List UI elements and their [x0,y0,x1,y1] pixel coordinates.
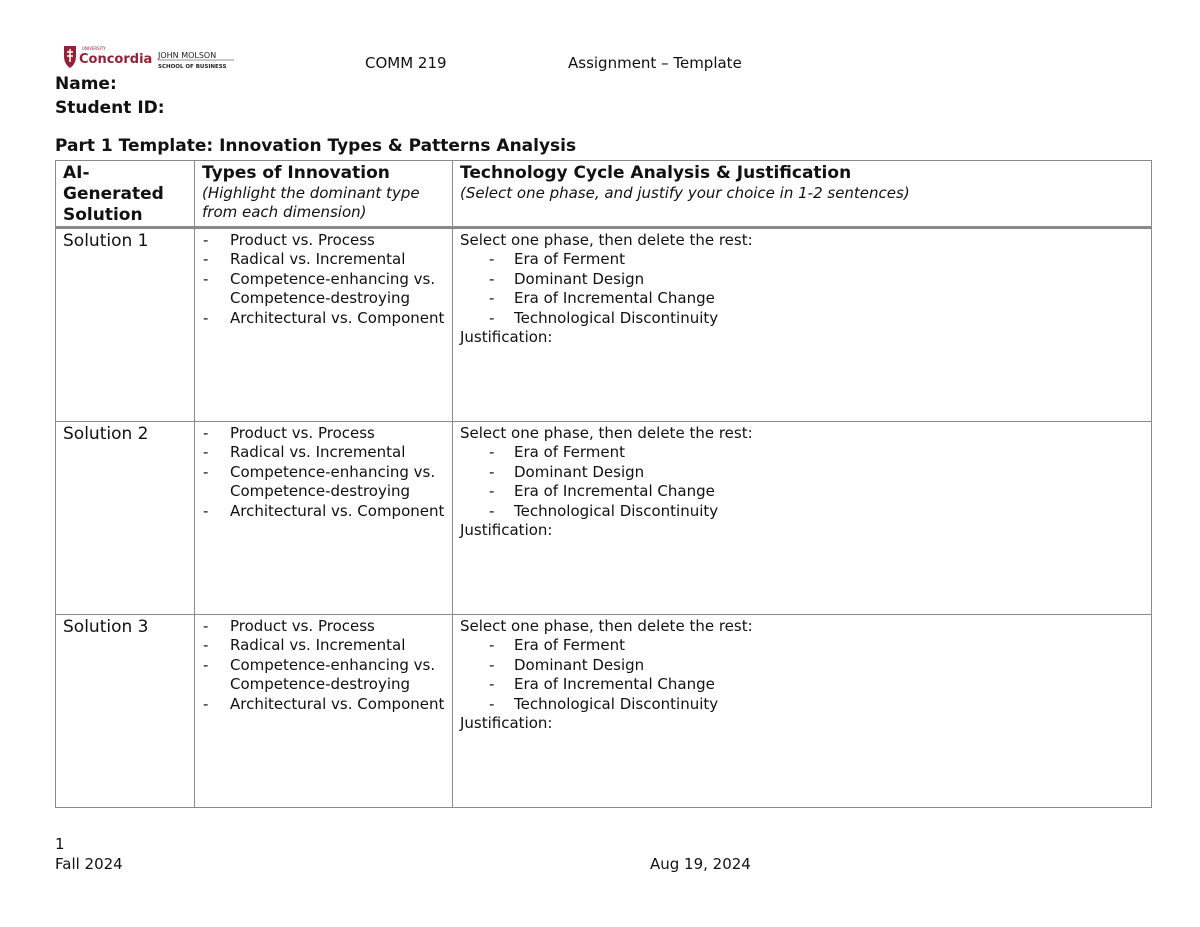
list-item: - Radical vs. Incremental [202,636,445,655]
list-item: - Competence-enhancing vs. Competence-destroying [202,270,445,309]
svg-text:JOHN MOLSON: JOHN MOLSON [158,51,217,60]
table-row [56,615,1152,808]
list-item: - Dominant Design [486,463,1144,482]
list-item: - Radical vs. Incremental [202,443,445,462]
list-item: - Product vs. Process [202,231,445,250]
document-title: Assignment – Template [568,54,742,72]
analysis-table [55,160,1152,808]
svg-text:Concordia: Concordia [79,52,153,67]
list-item: - Era of Ferment [486,250,1144,269]
table-row [56,228,1152,422]
name-label: Name: [55,74,117,94]
list-item: - Era of Ferment [486,443,1144,462]
justification-label: Justification: [460,714,553,733]
list-item: - Technological Discontinuity [486,309,1144,328]
list-item: - Technological Discontinuity [486,502,1144,521]
footer-date: Aug 19, 2024 [650,855,751,873]
table-row [56,422,1152,615]
svg-text:SCHOOL OF BUSINESS: SCHOOL OF BUSINESS [158,64,227,70]
innovation-types-cell[interactable] [195,228,453,422]
list-item: - Competence-enhancing vs. Competence-destroying [202,463,445,502]
svg-text:UNIVERSITY: UNIVERSITY [82,46,106,51]
list-item: - Era of Ferment [486,636,1144,655]
list-item: - Competence-enhancing vs. Competence-destroying [202,656,445,695]
solution-label: Solution 1 [56,228,195,422]
phase-instruction: Select one phase, then delete the rest: [460,617,753,635]
part-title: Part 1 Template: Innovation Types & Patterns Analysis [55,136,577,156]
page-number: 1 [55,835,65,853]
list-item: - Architectural vs. Component [202,309,445,328]
justification-label: Justification: [460,521,553,540]
list-item: - Product vs. Process [202,617,445,636]
innovation-types-cell[interactable] [195,615,453,808]
list-item: - Dominant Design [486,656,1144,675]
list-item: - Product vs. Process [202,424,445,443]
phase-instruction: Select one phase, then delete the rest: [460,424,753,442]
phase-instruction: Select one phase, then delete the rest: [460,231,753,249]
justification-label: Justification: [460,328,553,347]
innovation-types-cell[interactable] [195,422,453,615]
list-item: - Era of Incremental Change [486,482,1144,501]
header-ai-solution: AI-Generated Solution [56,161,195,228]
list-item: - Architectural vs. Component [202,502,445,521]
list-item: - Architectural vs. Component [202,695,445,714]
student-id-label: Student ID: [55,98,165,118]
technology-cycle-cell[interactable] [453,228,1152,422]
list-item: - Radical vs. Incremental [202,250,445,269]
technology-cycle-cell[interactable] [453,422,1152,615]
university-logos [62,44,237,72]
solution-label: Solution 2 [56,422,195,615]
table-header-row [56,161,1152,228]
list-item: - Era of Incremental Change [486,675,1144,694]
list-item: - Technological Discontinuity [486,695,1144,714]
solution-label: Solution 3 [56,615,195,808]
header-types-of-innovation: Types of Innovation (Highlight the dominant type from each dimension) [195,161,453,228]
concordia-jmsb-logo [62,44,237,72]
footer-term: Fall 2024 [55,855,123,873]
course-code: COMM 219 [365,54,447,72]
technology-cycle-cell[interactable] [453,615,1152,808]
header-technology-cycle: Technology Cycle Analysis & Justification (Select one phase, and justify your choice in 1-2 sentences) [453,161,1152,228]
list-item: - Era of Incremental Change [486,289,1144,308]
list-item: - Dominant Design [486,270,1144,289]
